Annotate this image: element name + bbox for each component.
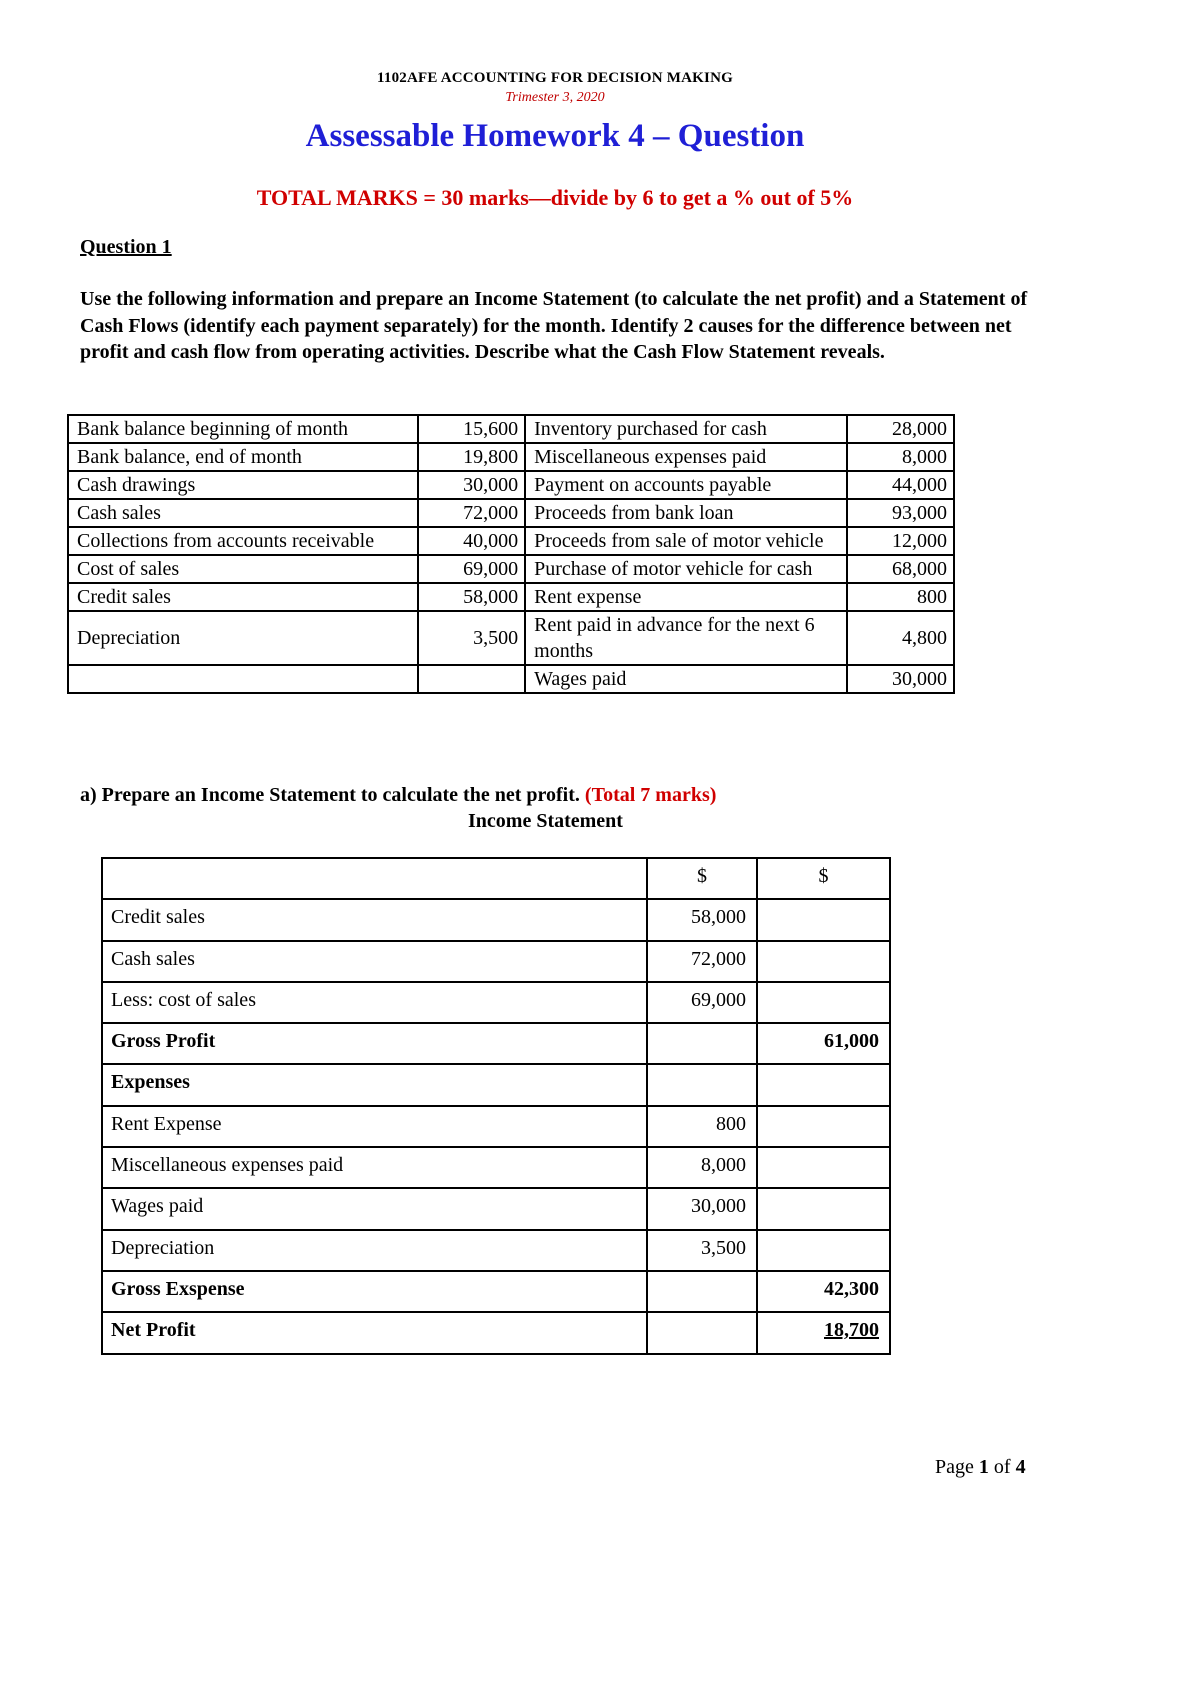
question-heading: Question 1	[80, 236, 172, 258]
row-amount	[647, 1271, 757, 1312]
info-label: Rent expense	[525, 583, 847, 611]
info-label: Purchase of motor vehicle for cash	[525, 555, 847, 583]
total-marks-note: TOTAL MARKS = 30 marks—divide by 6 to get a % out of 5%	[256, 185, 854, 210]
row-label: Cash sales	[102, 941, 647, 982]
info-value: 72,000	[418, 499, 525, 527]
info-label: Bank balance beginning of month	[68, 415, 418, 443]
row-amount: 3,500	[647, 1230, 757, 1271]
info-label: Cash drawings	[68, 471, 418, 499]
row-amount: 8,000	[647, 1147, 757, 1188]
trimester-label: Trimester 3, 2020	[505, 90, 605, 105]
info-value: 12,000	[847, 527, 954, 555]
info-label: Credit sales	[68, 583, 418, 611]
table-row	[102, 1064, 890, 1105]
row-total: 61,000	[757, 1023, 890, 1064]
table-row	[102, 899, 890, 940]
row-label: Miscellaneous expenses paid	[102, 1147, 647, 1188]
info-label: Proceeds from bank loan	[525, 499, 847, 527]
page-word: Page	[935, 1456, 974, 1478]
total-pages: 4	[1015, 1456, 1026, 1478]
info-value: 19,800	[418, 443, 525, 471]
row-amount: 30,000	[647, 1188, 757, 1229]
info-label: Cash sales	[68, 499, 418, 527]
row-amount: 58,000	[647, 899, 757, 940]
row-label: Rent Expense	[102, 1106, 647, 1147]
info-value: 15,600	[418, 415, 525, 443]
row-total	[757, 1230, 890, 1271]
table-row	[68, 555, 954, 583]
info-label: Collections from accounts receivable	[68, 527, 418, 555]
info-value: 69,000	[418, 555, 525, 583]
info-label: Payment on accounts payable	[525, 471, 847, 499]
table-row	[102, 1023, 890, 1064]
info-value: 8,000	[847, 443, 954, 471]
table-row	[102, 1147, 890, 1188]
info-value: 58,000	[418, 583, 525, 611]
row-amount: 69,000	[647, 982, 757, 1023]
info-value: 800	[847, 583, 954, 611]
table-row	[102, 1271, 890, 1312]
of-word: of	[993, 1456, 1011, 1478]
currency-header: $	[757, 858, 890, 899]
part-a-prompt	[80, 784, 716, 807]
info-value: 4,800	[847, 611, 954, 665]
row-label: Gross Exspense	[102, 1271, 647, 1312]
page-number	[935, 1456, 1026, 1479]
table-row	[102, 1106, 890, 1147]
row-label: Depreciation	[102, 1230, 647, 1271]
question-text: Use the following information and prepare an Income Statement (to calculate the net profit) and a Statement of Cash Flows (identify each payment separately) for the month. Identify 2 causes for the difference between net profit and cash flow from operating activities. Describe what the Cash Flow Statement reveals.	[80, 288, 1028, 363]
header-blank-cell	[102, 858, 647, 899]
table-row	[102, 982, 890, 1023]
table-row	[68, 499, 954, 527]
currency-header: $	[647, 858, 757, 899]
info-value: 40,000	[418, 527, 525, 555]
table-row	[68, 415, 954, 443]
info-label: Wages paid	[525, 665, 847, 693]
row-label: Expenses	[102, 1064, 647, 1105]
info-label	[68, 665, 418, 693]
row-amount	[647, 1312, 757, 1353]
current-page: 1	[978, 1456, 989, 1478]
table-row	[68, 665, 954, 693]
table-row	[68, 611, 954, 665]
net-profit-total: 18,700	[757, 1312, 890, 1353]
info-label: Cost of sales	[68, 555, 418, 583]
part-a-marks: (Total 7 marks)	[584, 784, 717, 806]
row-total	[757, 1147, 890, 1188]
info-label: Miscellaneous expenses paid	[525, 443, 847, 471]
info-label: Proceeds from sale of motor vehicle	[525, 527, 847, 555]
table-header-row	[102, 858, 890, 899]
row-total: 42,300	[757, 1271, 890, 1312]
info-value: 3,500	[418, 611, 525, 665]
info-value: 28,000	[847, 415, 954, 443]
table-row	[68, 527, 954, 555]
info-label: Rent paid in advance for the next 6 months	[525, 611, 847, 665]
table-row	[102, 1188, 890, 1229]
row-total	[757, 982, 890, 1023]
row-label: Wages paid	[102, 1188, 647, 1229]
table-row	[102, 1230, 890, 1271]
row-total	[757, 941, 890, 982]
row-label: Net Profit	[102, 1312, 647, 1353]
row-label: Gross Profit	[102, 1023, 647, 1064]
part-a-text: a) Prepare an Income Statement to calculate the net profit.	[80, 784, 580, 806]
table-row	[68, 443, 954, 471]
row-amount: 72,000	[647, 941, 757, 982]
income-statement-title: Income Statement	[468, 810, 623, 832]
table-row	[68, 471, 954, 499]
info-value: 30,000	[418, 471, 525, 499]
info-label: Inventory purchased for cash	[525, 415, 847, 443]
row-total	[757, 1106, 890, 1147]
income-statement-table	[101, 857, 891, 1355]
course-title: 1102AFE ACCOUNTING FOR DECISION MAKING	[377, 70, 733, 86]
row-amount	[647, 1023, 757, 1064]
info-value: 30,000	[847, 665, 954, 693]
table-row	[68, 583, 954, 611]
info-value: 93,000	[847, 499, 954, 527]
row-total	[757, 899, 890, 940]
information-table	[67, 414, 955, 694]
row-total	[757, 1064, 890, 1105]
info-value: 68,000	[847, 555, 954, 583]
table-row	[102, 941, 890, 982]
info-value: 44,000	[847, 471, 954, 499]
document-title: Assessable Homework 4 – Question	[305, 118, 805, 154]
row-total	[757, 1188, 890, 1229]
info-label: Depreciation	[68, 611, 418, 665]
table-row	[102, 1312, 890, 1353]
info-value	[418, 665, 525, 693]
row-label: Less: cost of sales	[102, 982, 647, 1023]
row-amount: 800	[647, 1106, 757, 1147]
row-amount	[647, 1064, 757, 1105]
info-label: Bank balance, end of month	[68, 443, 418, 471]
row-label: Credit sales	[102, 899, 647, 940]
